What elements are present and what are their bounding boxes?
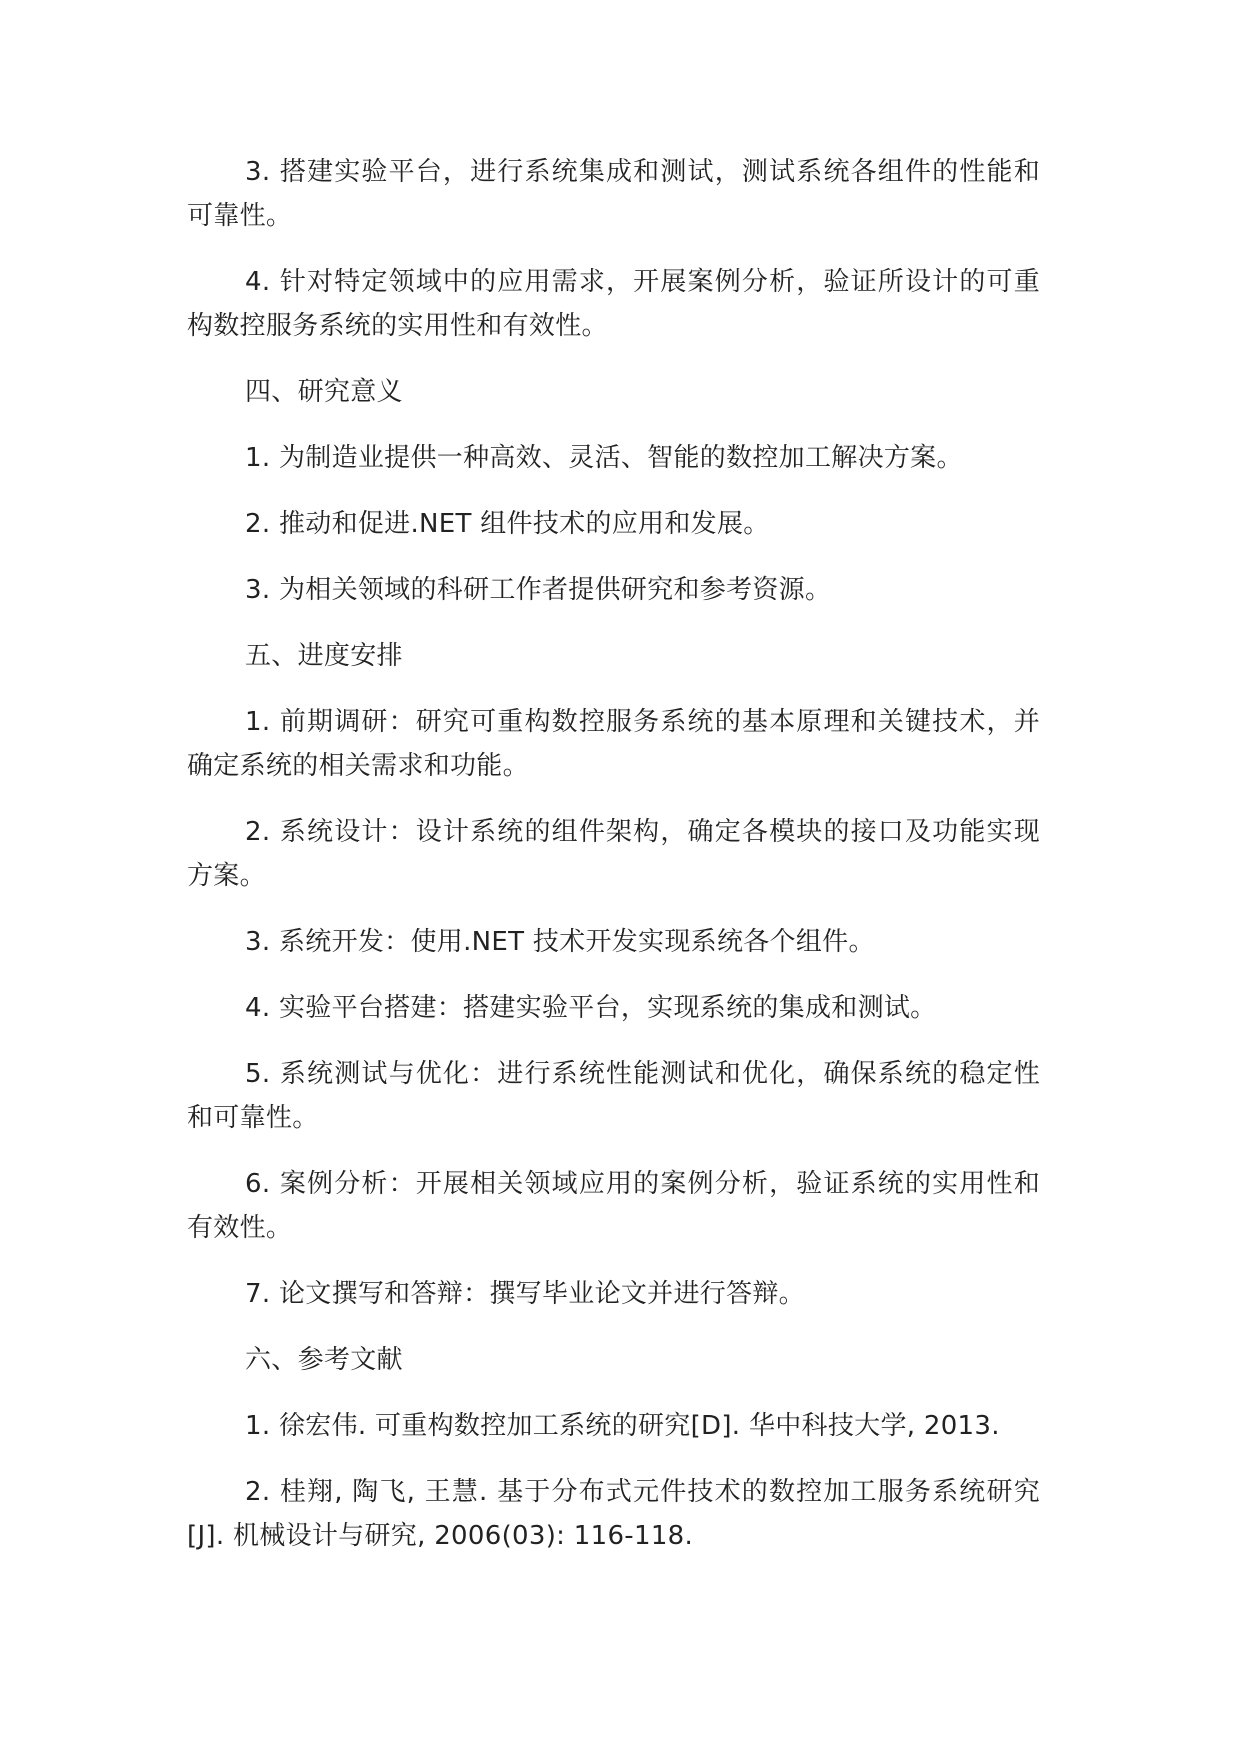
list-item: 1. 为制造业提供一种高效、灵活、智能的数控加工解决方案。	[245, 443, 963, 473]
list-item: 5. 系统测试与优化：进行系统性能测试和优化，确保系统的稳定性和可靠性。	[187, 1059, 1040, 1133]
list-item: 2. 推动和促进.NET 组件技术的应用和发展。	[245, 509, 770, 539]
list-item: 1. 前期调研：研究可重构数控服务系统的基本原理和关键技术，并确定系统的相关需求和功能。	[187, 707, 1040, 781]
document-body	[187, 150, 1040, 1580]
list-item: 4. 实验平台搭建：搭建实验平台，实现系统的集成和测试。	[245, 993, 937, 1023]
list-item: 4. 针对特定领域中的应用需求，开展案例分析，验证所设计的可重构数控服务系统的实用性和有效性。	[187, 267, 1040, 341]
list-item: 6. 案例分析：开展相关领域应用的案例分析，验证系统的实用性和有效性。	[187, 1169, 1040, 1243]
reference-item: 2. 桂翔, 陶飞, 王慧. 基于分布式元件技术的数控加工服务系统研究[J]. 机械设计与研究, 2006(03): 116-118.	[187, 1477, 1040, 1551]
section-heading-research-significance: 四、研究意义	[245, 377, 403, 407]
section-heading-references: 六、参考文献	[245, 1345, 403, 1375]
section-heading-schedule: 五、进度安排	[245, 641, 403, 671]
list-item: 2. 系统设计：设计系统的组件架构，确定各模块的接口及功能实现方案。	[187, 817, 1040, 891]
list-item: 3. 系统开发：使用.NET 技术开发实现系统各个组件。	[245, 927, 875, 957]
reference-item: 1. 徐宏伟. 可重构数控加工系统的研究[D]. 华中科技大学, 2013.	[245, 1411, 1000, 1441]
list-item: 7. 论文撰写和答辩：撰写毕业论文并进行答辩。	[245, 1279, 805, 1309]
list-item: 3. 为相关领域的科研工作者提供研究和参考资源。	[245, 575, 832, 605]
list-item: 3. 搭建实验平台，进行系统集成和测试，测试系统各组件的性能和可靠性。	[187, 157, 1040, 231]
